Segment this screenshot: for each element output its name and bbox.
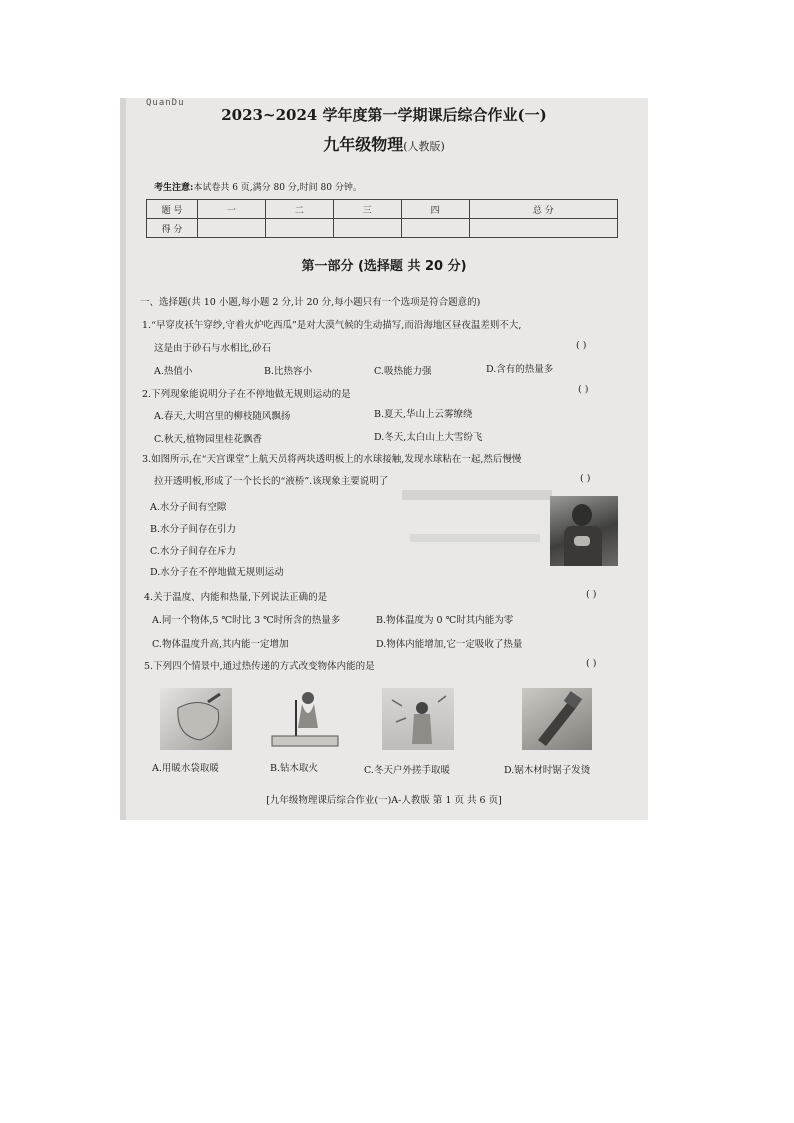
score-input-cell[interactable] xyxy=(333,219,401,238)
liquid-bridge xyxy=(574,536,590,546)
score-cell: 二 xyxy=(265,200,333,219)
option-d: D.冬天,太白山上大雪纷飞 xyxy=(374,432,483,443)
option-c: C.秋天,植物园里桂花飘香 xyxy=(154,434,262,445)
option-a: A.春天,大明宫里的柳枝随风飘扬 xyxy=(154,411,291,422)
option-d: D.锯木材时锯子发烫 xyxy=(504,765,591,776)
question-4-stem: 4.关于温度、内能和热量,下列说法正确的是 xyxy=(144,592,328,603)
option-d: D.水分子在不停地做无规则运动 xyxy=(150,567,284,578)
option-b: B.钻木取火 xyxy=(270,763,319,774)
answer-blank[interactable]: ( ) xyxy=(586,589,597,600)
question-1-stem-cont: 这是由于砂石与水相比,砂石 xyxy=(154,343,272,354)
page-edge xyxy=(120,98,126,820)
score-cell: 一 xyxy=(198,200,266,219)
score-table-header-row xyxy=(147,200,618,219)
score-cell: 四 xyxy=(401,200,469,219)
option-c: C.冬天户外搓手取暖 xyxy=(364,765,450,776)
bleed-through xyxy=(410,534,540,542)
notice-text: 本试卷共 6 页,满分 80 分,时间 80 分钟。 xyxy=(193,183,362,193)
sawing-wood-image xyxy=(522,688,592,750)
saw-illustration xyxy=(522,688,592,750)
score-input-cell[interactable] xyxy=(401,219,469,238)
score-input-cell[interactable] xyxy=(469,219,617,238)
option-c: C.物体温度升高,其内能一定增加 xyxy=(152,639,289,650)
option-b: B.比热容小 xyxy=(264,366,313,377)
option-c: C.水分子间存在斥力 xyxy=(150,546,236,557)
score-table-score-row xyxy=(147,219,618,238)
score-input-cell[interactable] xyxy=(198,219,266,238)
question-3-stem-cont: 拉开透明板,形成了一个长长的“液桥”.该现象主要说明了 xyxy=(154,476,389,487)
question-3-stem: 3.如图所示,在“天宫课堂”上航天员将两块透明板上的水球接触,发现水球粘在一起,然后慢慢 xyxy=(142,454,522,465)
answer-blank[interactable]: ( ) xyxy=(580,473,591,484)
option-a: A.水分子间有空隙 xyxy=(150,502,227,513)
option-b: B.夏天,华山上云雾缭绕 xyxy=(374,409,473,420)
bleed-through xyxy=(402,490,552,500)
astronaut-head xyxy=(572,504,592,526)
hot-water-bag-image xyxy=(160,688,232,750)
exam-title: 2023~2024 学年度第一学期课后综合作业(一) xyxy=(221,106,547,124)
answer-blank[interactable]: ( ) xyxy=(578,384,589,395)
score-cell: 三 xyxy=(333,200,401,219)
edition-label: (人教版) xyxy=(403,140,445,153)
astronaut-photo xyxy=(550,496,618,566)
question-5-stem: 5.下列四个情景中,通过热传递的方式改变物体内能的是 xyxy=(144,661,375,672)
page-footer: [九年级物理课后综合作业(一)A-人教版 第 1 页 共 6 页] xyxy=(266,795,502,806)
subject-name: 九年级物理 xyxy=(323,135,404,154)
option-b: B.物体温度为 0 ℃时其内能为零 xyxy=(376,615,514,626)
score-cell: 题 号 xyxy=(147,200,198,219)
answer-blank[interactable]: ( ) xyxy=(576,340,587,351)
watermark: QuanDu xyxy=(146,98,185,108)
option-a: A.同一个物体,5 ℃时比 3 ℃时所含的热量多 xyxy=(152,615,341,626)
caveman-illustration xyxy=(268,688,340,750)
drilling-wood-image xyxy=(268,688,340,750)
option-d: D.物体内能增加,它一定吸收了热量 xyxy=(376,639,523,650)
exam-page xyxy=(120,98,648,820)
answer-blank[interactable]: ( ) xyxy=(586,658,597,669)
person-in-snow-illustration xyxy=(382,688,454,750)
part-title: 第一部分 (选择题 共 20 分) xyxy=(301,259,467,274)
question-2-stem: 2.下列现象能说明分子在不停地做无规则运动的是 xyxy=(142,389,351,400)
score-input-cell[interactable] xyxy=(265,219,333,238)
option-c: C.吸热能力强 xyxy=(374,366,432,377)
option-d: D.含有的热量多 xyxy=(486,364,554,375)
rubbing-hands-image xyxy=(382,688,454,750)
score-table xyxy=(146,199,618,238)
option-a: A.热值小 xyxy=(154,366,193,377)
option-a: A.用暖水袋取暖 xyxy=(152,763,219,774)
score-cell: 得 分 xyxy=(147,219,198,238)
section-intro: 一、选择题(共 10 小题,每小题 2 分,计 20 分,每小题只有一个选项是符合题意的) xyxy=(140,297,481,308)
astronaut-body xyxy=(564,526,602,566)
option-b: B.水分子间存在引力 xyxy=(150,524,237,535)
exam-subject xyxy=(120,132,648,155)
hot-water-bag-illustration xyxy=(160,688,232,750)
score-cell: 总 分 xyxy=(469,200,617,219)
notice-label: 考生注意: xyxy=(154,183,194,193)
question-1-stem: 1.“早穿皮袄午穿纱,守着火炉吃西瓜”是对大漠气候的生动描写,而沿海地区昼夜温差则不大, xyxy=(142,320,522,331)
candidate-notice xyxy=(154,180,362,193)
